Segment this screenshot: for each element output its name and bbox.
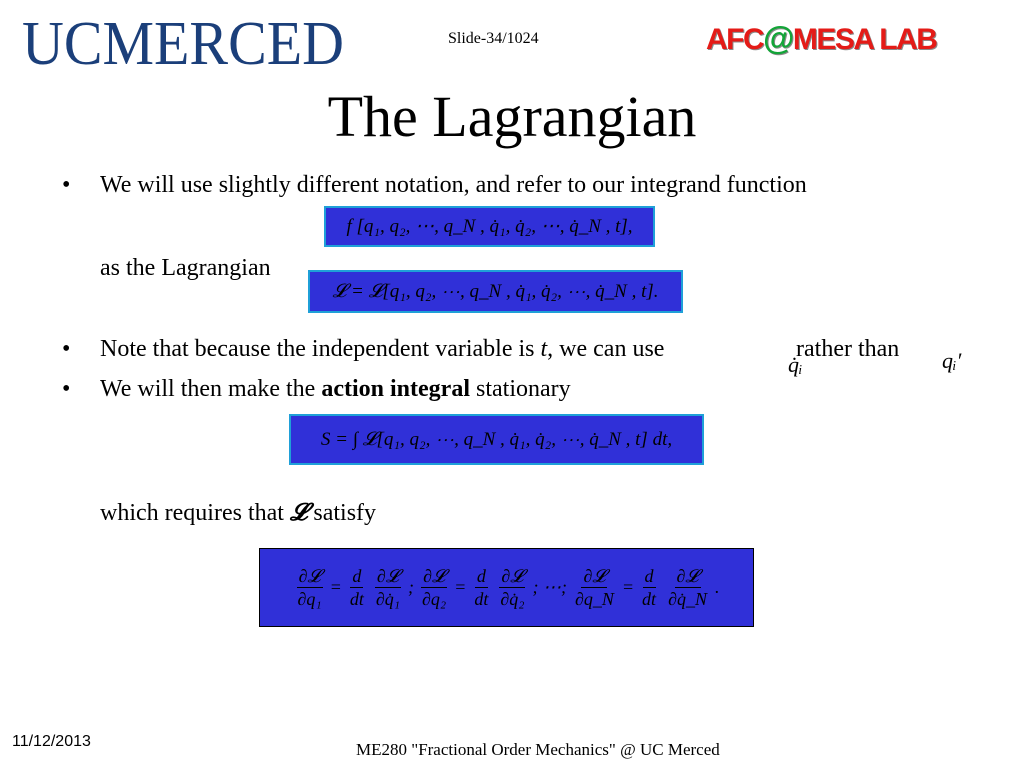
equals-sign-1: = [329,577,342,597]
fraction-dL-dqdot2: $\frac{\text{∂𝓛}}{\text{∂q̇₂}}$ [500,566,525,609]
bullet-marker-3: • [62,376,71,402]
requires-symbol: 𝓛 [289,500,308,526]
action-integral-equation: S = ∫ 𝓛[q₁, q₂, ⋯, q_N , q̇₁, q̇₂, ⋯, q̇_N , t] dt, [320,428,673,450]
equals-sign-3: = [621,577,635,597]
bullet-marker-1: • [62,172,71,198]
fraction-dL-dq1: $\frac{\text{∂𝓛}}{\text{∂q₁}}$ [297,566,322,609]
footer-date: 11/12/2013 [12,733,91,750]
afc-mesa-lab-logo [706,20,936,57]
uc-merced-logo [22,14,347,72]
bullet-2-mid: , we can use [547,336,665,362]
bullet-3-suffix: stationary [469,376,571,402]
bullet-2-text [100,336,664,363]
q-prime-symbol: qᵢ′ [942,348,962,373]
action-integral-box [289,414,704,465]
bullet-marker-2: • [62,336,71,362]
fraction-dL-dq2: $\frac{\text{∂𝓛}}{\text{∂q₂}}$ [422,566,447,609]
lab-logo-afc: AFC [706,23,764,56]
lab-logo-mesa: MESA LAB [792,23,937,56]
requires-text [100,500,376,527]
bullet-3-bold: action integral [321,376,470,402]
separator-2: ; ⋯; [532,577,567,597]
fraction-dL-dqN: $\frac{\text{∂𝓛}}{\partial q\_N}$ [574,566,614,609]
separator-1: ; [408,577,414,597]
requires-prefix: which requires that [100,500,290,526]
euler-lagrange-box [259,548,754,627]
q-dot-symbol: q̇ᵢ [788,352,803,377]
bullet-3-prefix: We will then make the [100,376,322,402]
uc-logo-text: UCMERCED [22,14,344,72]
euler-lagrange-equations [294,565,720,610]
footer-course: ME280 "Fractional Order Mechanics" @ UC Merced [356,740,720,759]
slide-number: Slide-34/1024 [448,30,539,47]
fraction-dL-dqdotN: $\frac{\text{∂𝓛}}{\partial q̇\_N}$ [668,566,707,609]
fraction-dL-dqdot1: $\frac{\text{∂𝓛}}{\text{∂q̇₁}}$ [375,566,400,609]
as-lagrangian-text: as the Lagrangian [100,255,271,281]
slide-title: The Lagrangian [327,84,697,149]
bullet-2-suffix: rather than [796,336,900,362]
bullet-1-text: We will use slightly different notation, and refer to our integrand function [100,172,807,198]
bullet-3-text [100,376,571,403]
equals-sign-2: = [454,577,467,597]
requires-suffix: satisfy [307,500,377,526]
equation-L-box [308,270,683,313]
fraction-d-dt-2: $\frac{d}{dt}$ [474,566,489,609]
fraction-d-dt-3: $\frac{d}{dt}$ [642,566,657,609]
equation-f: f [q₁, q₂, ⋯, q_N , q̇₁, q̇₂, ⋯, q̇_N , t], [346,216,633,237]
fraction-d-dt-1: $\frac{d}{dt}$ [349,566,364,609]
bullet-2-prefix: Note that because the independent variable is [100,336,541,362]
bullet-2-variable: t [540,336,548,362]
equation-f-box [324,206,655,247]
equation-L: 𝓛 = 𝓛[q₁, q₂, ⋯, q_N , q̇₁, q̇₂, ⋯, q̇_N , t]. [332,280,659,302]
equation-end-period: . [714,577,720,597]
lab-logo-at: @ [763,20,793,56]
